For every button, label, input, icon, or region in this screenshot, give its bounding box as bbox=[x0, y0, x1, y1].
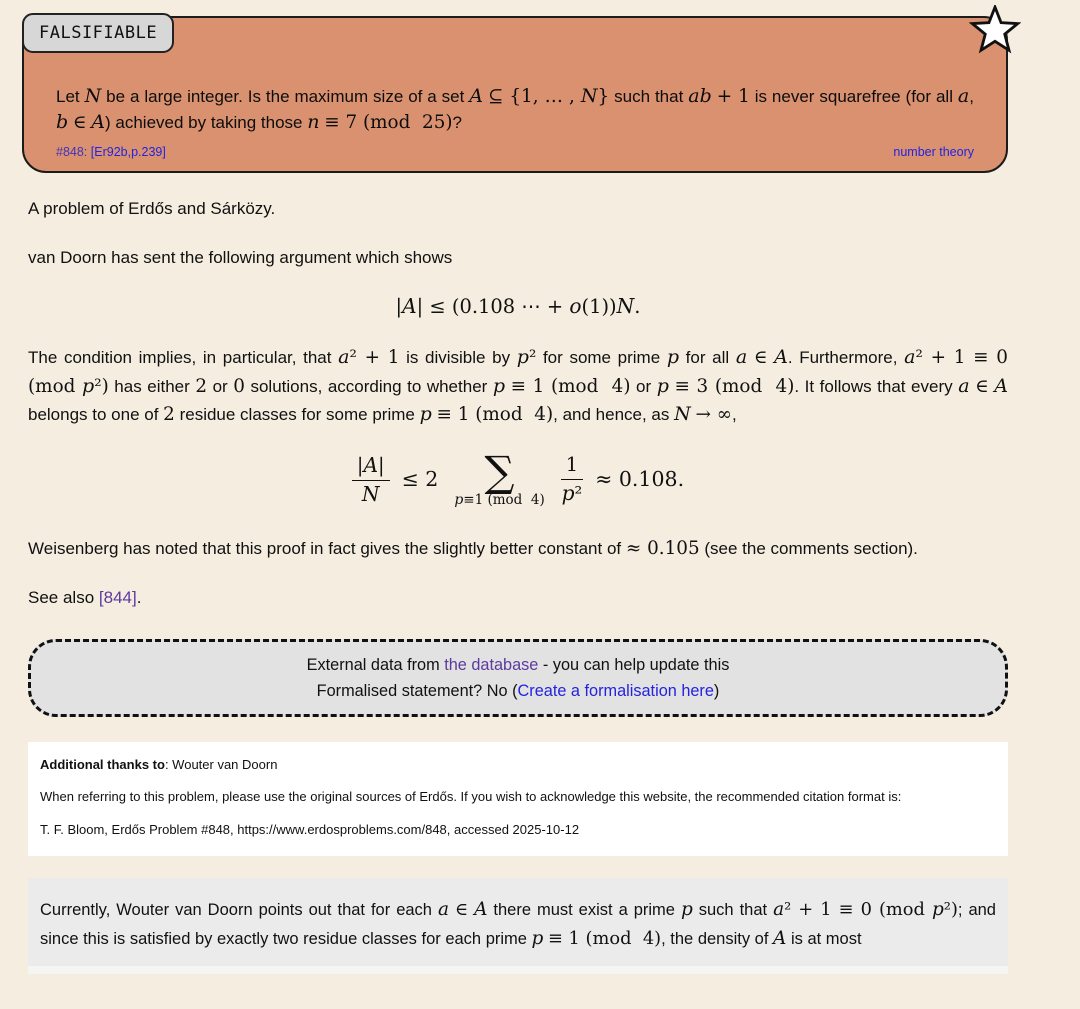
summation-subscript: p≡1 (mod 4) bbox=[454, 491, 545, 508]
comment-text: Currently, Wouter van Doorn points out that for each a ∈ A there must exist a prime p such that a² + 1 ≡ 0 (mod p²); and since this is satisfied by exactly two residue classes for each prime p ≡ 1 (mod 4), the density of A is at most bbox=[40, 899, 996, 949]
condition-paragraph: The condition implies, in particular, that a² + 1 is divisible by p² for some prime p for all a ∈ A. Furthermore, a² + 1 ≡ 0 (mod p²) has either 2 or 0 solutions, according to whether p ≡ 1 (mod 4) or p ≡ 3 (mod 4). It follows that every a ∈ A belongs to one of 2 residue classes for some prime p ≡ 1 (mod 4), and hence, as N → ∞, bbox=[28, 346, 1008, 425]
display-equation-2 bbox=[28, 446, 1008, 508]
problem-844-link[interactable]: [844] bbox=[98, 587, 137, 607]
problem-card bbox=[22, 16, 1008, 173]
citation-box bbox=[28, 742, 1008, 857]
formalised-text-suffix: ) bbox=[713, 681, 720, 700]
external-data-text: External data from bbox=[306, 655, 445, 674]
problem-citation bbox=[56, 145, 166, 159]
star-icon[interactable] bbox=[969, 5, 1021, 57]
argument-intro-paragraph: van Doorn has sent the following argument which shows bbox=[28, 247, 453, 267]
tag-number-theory-link[interactable]: number theory bbox=[893, 145, 974, 159]
approx-value: ≈ 0.108. bbox=[595, 466, 685, 491]
fraction-A-over-N: $\frac{|A|}{N}$ bbox=[352, 455, 390, 506]
reference-link[interactable]: [Er92b,p.239] bbox=[90, 145, 166, 159]
next-section-edge bbox=[28, 966, 1008, 974]
see-also-period: . bbox=[136, 587, 142, 607]
comment-box bbox=[28, 878, 1008, 966]
formalised-line bbox=[45, 678, 991, 704]
thanks-label: Additional thanks to bbox=[40, 756, 165, 772]
citation-text: T. F. Bloom, Erdős Problem #848, https://www.erdosproblems.com/848, accessed 2025-10-12 bbox=[40, 821, 580, 837]
problem-id-link[interactable]: #848: bbox=[56, 145, 88, 159]
problem-meta-row bbox=[56, 145, 974, 159]
external-data-box bbox=[28, 639, 1008, 717]
page bbox=[0, 16, 1080, 1009]
display-equation-1 bbox=[28, 296, 1008, 318]
external-data-text-suffix: - you can help update this bbox=[538, 655, 730, 674]
formalised-text: Formalised statement? No ( bbox=[316, 681, 518, 700]
thanks-names: : Wouter van Doorn bbox=[164, 756, 278, 772]
thanks-line bbox=[40, 755, 996, 775]
falsifiable-badge: FALSIFIABLE bbox=[22, 13, 174, 53]
create-formalisation-link[interactable]: Create a formalisation here bbox=[517, 681, 714, 700]
sigma-symbol: ∑ bbox=[484, 446, 515, 496]
citation-note: When referring to this problem, please use the original sources of Erdős. If you wish to acknowledge this website, the recommended citation format is: bbox=[40, 789, 902, 805]
problem-statement: Let N be a large integer. Is the maximum size of a set A ⊆ {1, … , N} such that ab + 1 is never squarefree (for all a, b ∈ A) achieved by taking those n ≡ 7 (mod 25)? bbox=[56, 85, 974, 133]
weisenberg-paragraph: Weisenberg has noted that this proof in fact gives the slightly better constant of ≈ 0.105 (see the comments section). bbox=[28, 538, 918, 560]
see-also-text: See also bbox=[28, 587, 99, 607]
relation-leq-2: ≤ 2 bbox=[401, 466, 439, 491]
see-also-paragraph bbox=[28, 586, 1008, 611]
database-link[interactable]: the database bbox=[444, 655, 539, 674]
fraction-1-over-p2: $\frac{1}{\text{p²}}$ bbox=[561, 453, 583, 506]
equation-1-text: |A| ≤ (0.108 ⋯ + o(1))N. bbox=[395, 294, 641, 319]
intro-paragraph: A problem of Erdős and Sárközy. bbox=[28, 199, 276, 218]
summation bbox=[454, 446, 545, 508]
external-data-line bbox=[45, 652, 991, 678]
